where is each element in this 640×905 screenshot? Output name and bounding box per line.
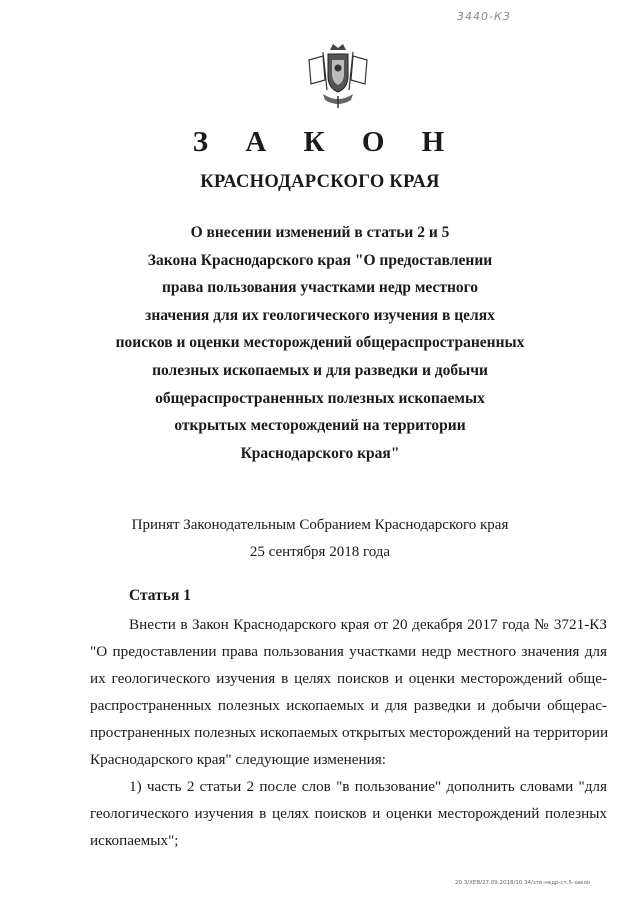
law-title: З А К О Н xyxy=(192,126,460,158)
registration-mark: 3440-КЗ xyxy=(457,10,511,23)
paragraph-line: распространенных полезных ископаемых и для разведки и добычи общерас- xyxy=(90,697,607,714)
paragraph-line: 1) часть 2 статьи 2 после слов "в пользование" дополнить словами "для xyxy=(129,778,607,795)
subject-line: О внесении изменений в статьи 2 и 5 xyxy=(190,224,450,241)
subject-line: полезных ископаемых и для разведки и добычи xyxy=(152,361,488,379)
article-paragraph-2 xyxy=(90,773,607,854)
article-heading: Статья 1 xyxy=(129,587,191,604)
paragraph-line: "О предоставлении права пользования участками недр местного значения для xyxy=(90,643,607,660)
adopted-by: Принят Законодательным Собранием Краснодарского края xyxy=(131,517,509,533)
subject-line: значения для их геологического изучения в целях xyxy=(145,306,495,324)
coat-of-arms-icon xyxy=(303,40,373,110)
paragraph-line: Краснодарского края" следующие изменения: xyxy=(90,751,386,768)
paragraph-line: пространенных полезных ископаемых открытых месторождений на территории xyxy=(90,724,609,741)
paragraph-line: их геологического изучения в целях поисков и оценки месторождений обще- xyxy=(90,670,607,687)
subject-line: общераспространенных полезных ископаемых xyxy=(155,389,485,407)
adopted-date: 25 сентября 2018 года xyxy=(249,544,391,560)
paragraph-line: ископаемых"; xyxy=(90,832,179,849)
subject-line: поисков и оценки месторождений общераспространенных xyxy=(115,334,525,352)
adoption-note xyxy=(0,512,640,566)
subject-line: Краснодарского края" xyxy=(240,444,400,462)
subject-line: права пользования участками недр местного xyxy=(161,279,479,297)
paragraph-line: Внести в Закон Краснодарского края от 20 декабря 2017 года № 3721-КЗ xyxy=(129,616,607,633)
law-subject xyxy=(60,219,580,467)
subject-line: Закона Краснодарского края "О предоставлении xyxy=(147,251,493,269)
subject-line: открытых месторождений на территории xyxy=(174,417,466,435)
article-paragraph-1 xyxy=(90,611,607,773)
region-name: КРАСНОДАРСКОГО КРАЯ xyxy=(200,172,440,192)
paragraph-line: геологического изучения в целях поисков и оценки месторождений полезных xyxy=(90,805,607,822)
footer-code: 20.3/XEB/27.09.2018/10.34/зтв-недр-ст.5-закон xyxy=(455,880,591,886)
